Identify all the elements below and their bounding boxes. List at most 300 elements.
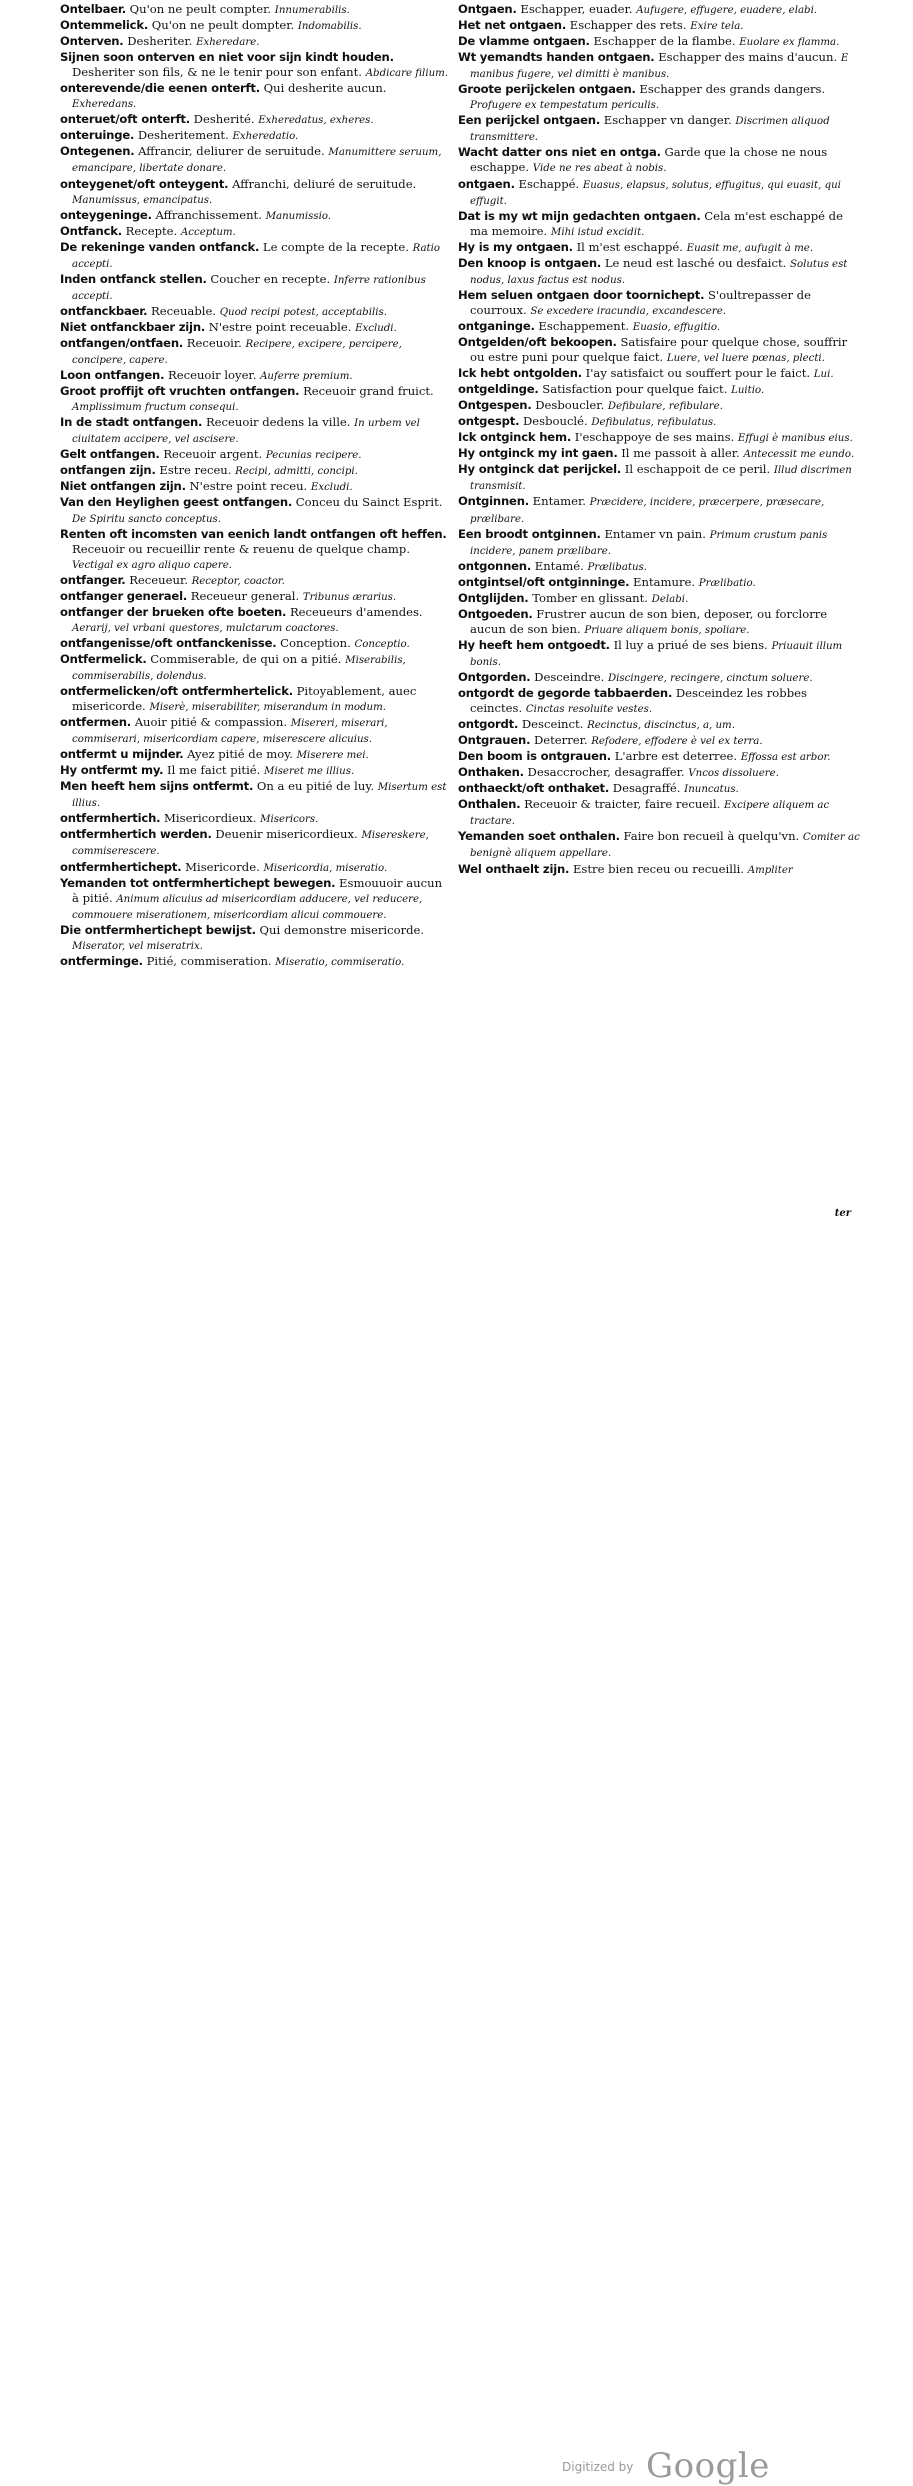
entry-latin: Conceptio.	[354, 638, 410, 650]
dictionary-entry	[458, 446, 860, 462]
dictionary-entry	[60, 144, 452, 176]
entry-headword: Yemanden soet onthalen.	[458, 829, 620, 844]
entry-french: Desbouclé.	[522, 414, 588, 429]
entry-headword: Ontegenen.	[60, 144, 135, 159]
entry-headword: ontfangen/ontfaen.	[60, 335, 184, 350]
entry-latin: Exheredare.	[196, 37, 260, 49]
entry-latin: Miserator, vel miseratrix.	[72, 940, 203, 952]
dictionary-entry	[60, 636, 452, 652]
dictionary-entry	[458, 430, 860, 446]
entry-french: Esmouuoir aucun à pitié.	[72, 875, 443, 905]
entry-headword: ontfanckbaer.	[60, 303, 148, 318]
entry-headword: Ontfanck.	[60, 223, 122, 238]
entry-french: Receuoir grand fruict.	[303, 384, 434, 399]
dictionary-entry	[458, 382, 860, 398]
dictionary-entry	[60, 715, 452, 747]
dictionary-entry	[458, 82, 860, 113]
entry-french: Receuoir ou recueillir rente & reuenu de quelque champ.	[72, 541, 411, 556]
entry-latin: Prælibatio.	[698, 577, 756, 589]
entry-headword: Hem seluen ontgaen door toornichept.	[458, 287, 705, 302]
entry-french: Affranchissement.	[155, 207, 262, 222]
dictionary-entry	[60, 112, 452, 128]
entry-latin: Defibulatus, refibulatus.	[591, 417, 717, 429]
right-column	[458, 2, 860, 878]
entry-headword: Van den Heylighen geest ontfangen.	[60, 495, 293, 510]
dictionary-entry	[60, 527, 452, 573]
entry-headword: Gelt ontfangen.	[60, 447, 160, 462]
dictionary-entry	[60, 763, 452, 779]
entry-latin: Effossa est arbor.	[740, 752, 831, 764]
entry-latin: Præcidere, incidere, præcerpere, præsecare, prælibare.	[470, 497, 825, 525]
google-logo: Google	[646, 2446, 770, 2486]
entry-latin: Se excedere iracundia, excandescere.	[530, 305, 726, 317]
entry-headword: Ick ontginck hem.	[458, 430, 572, 445]
entry-french: S'oultrepasser de courroux.	[470, 287, 811, 317]
entry-french: Ayez pitié de moy.	[187, 747, 293, 762]
entry-french: Commiserable, de qui on a pitié.	[150, 651, 342, 666]
dictionary-entry	[458, 575, 860, 591]
entry-french: On a eu pitié de luy.	[256, 779, 375, 794]
entry-french: Receuoir argent.	[163, 447, 263, 462]
entry-headword: Hy ontginck my int gaen.	[458, 446, 618, 461]
entry-headword: onterevende/die eenen onterft.	[60, 81, 260, 96]
entry-latin: Amplissimum fructum consequi.	[72, 402, 239, 414]
dictionary-entry	[458, 591, 860, 607]
entry-headword: Ontgorden.	[458, 669, 531, 684]
entry-french: Qu'on ne peult compter.	[129, 2, 272, 16]
dictionary-entry	[60, 34, 452, 50]
entry-french: Le neud est lasché ou desfaict.	[604, 255, 787, 270]
entry-headword: Ontfermelick.	[60, 651, 147, 666]
entry-french: Satisfaire pour quelque chose, souffrir ou estre puni pour quelque faict.	[470, 334, 848, 365]
entry-latin: Profugere ex tempestatum periculis.	[470, 100, 660, 112]
entry-french: Desagraffé.	[612, 781, 681, 796]
dictionary-entry	[60, 81, 452, 112]
entry-french: Eschapper, euader.	[520, 2, 633, 16]
entry-headword: Ontemmelick.	[60, 18, 149, 33]
dictionary-entry	[458, 797, 860, 829]
entry-french: Eschapper vn danger.	[603, 113, 732, 128]
entry-french: Coucher en recepte.	[210, 271, 331, 286]
digitized-by-label: Digitized by	[562, 2460, 634, 2474]
entry-latin: Misereskere, commiserescere.	[72, 830, 429, 858]
dictionary-entry	[60, 573, 452, 589]
entry-latin: Discrimen aliquod transmittere.	[470, 116, 830, 144]
entry-headword: ontferminge.	[60, 953, 143, 968]
dictionary-entry	[60, 304, 452, 320]
entry-headword: Inden ontfanck stellen.	[60, 271, 207, 286]
catchword: ter	[834, 1208, 851, 1219]
dictionary-entry	[60, 811, 452, 827]
entry-latin: Miserabilis, commiserabilis, dolendus.	[72, 654, 406, 682]
entry-latin: Tribunus ærarius.	[302, 591, 397, 603]
entry-latin: Inuncatus.	[684, 784, 739, 796]
entry-headword: Hy is my ontgaen.	[458, 239, 573, 254]
entry-headword: Ontgespen.	[458, 398, 532, 413]
entry-headword: Wt yemandts handen ontgaen.	[458, 50, 655, 65]
entry-headword: Wacht datter ons niet en ontga.	[458, 145, 661, 160]
entry-latin: Manumissio.	[265, 210, 332, 222]
dictionary-entry	[60, 589, 452, 605]
entry-headword: Onthalen.	[458, 797, 521, 812]
entry-french: Deterrer.	[533, 733, 588, 748]
entry-headword: onteruet/oft onterft.	[60, 112, 190, 127]
dictionary-entry	[458, 256, 860, 288]
dictionary-entry	[458, 18, 860, 34]
dictionary-entry	[458, 765, 860, 781]
entry-headword: ontfermhertich werden.	[60, 827, 212, 842]
dictionary-entry	[458, 2, 860, 18]
dictionary-entry	[60, 495, 452, 526]
entry-headword: ontfanger.	[60, 572, 126, 587]
dictionary-entry	[458, 607, 860, 638]
entry-french: Entamer.	[532, 494, 586, 509]
dictionary-entry	[60, 50, 452, 81]
dictionary-entry	[458, 527, 860, 559]
entry-french: Faire bon recueil à quelqu'vn.	[623, 829, 800, 844]
entry-headword: ontfermelicken/oft ontfermhertelick.	[60, 684, 293, 699]
entry-headword: ontfermen.	[60, 715, 131, 730]
entry-french: Receuoir loyer.	[168, 368, 257, 383]
entry-headword: Dat is my wt mijn gedachten ontgaen.	[458, 208, 701, 223]
dictionary-entry	[60, 384, 452, 415]
entry-latin: Exheredans.	[72, 99, 137, 111]
dictionary-entry	[60, 2, 452, 18]
dictionary-entry	[458, 50, 860, 82]
entry-headword: Hy heeft hem ontgoedt.	[458, 637, 610, 652]
entry-french: Eschapper de la flambe.	[593, 34, 736, 49]
entry-headword: Niet ontfanckbaer zijn.	[60, 319, 206, 334]
dictionary-entry	[458, 414, 860, 430]
entry-latin: Prælibatus.	[587, 561, 648, 573]
entry-latin: Lui.	[813, 369, 834, 381]
entry-latin: Misericors.	[260, 814, 319, 826]
dictionary-entry	[458, 113, 860, 145]
entry-latin: Comiter ac benignè aliquem appellare.	[470, 832, 860, 860]
entry-latin: Excludi.	[355, 322, 397, 334]
entry-latin: Defibulare, refibulare.	[607, 401, 723, 413]
entry-headword: onthaeckt/oft onthaket.	[458, 781, 610, 796]
entry-french: Il m'est eschappé.	[576, 239, 683, 254]
dictionary-entry	[60, 479, 452, 495]
entry-headword: Wel onthaelt zijn.	[458, 861, 570, 876]
entry-headword: ontgonnen.	[458, 558, 532, 573]
entry-latin: Priuauit illum bonis.	[470, 640, 843, 668]
dictionary-entry	[60, 652, 452, 684]
entry-latin: Euasus, elapsus, solutus, effugitus, qui euasit, qui effugit.	[470, 179, 841, 207]
dictionary-entry	[458, 398, 860, 414]
entry-headword: ontgespt.	[458, 414, 520, 429]
entry-french: Eschapper des rets.	[569, 18, 687, 33]
dictionary-entry	[458, 559, 860, 575]
entry-french: Le compte de la recepte.	[262, 239, 409, 254]
entry-headword: ontfermt u mijnder.	[60, 747, 184, 762]
entry-latin: Innumerabilis.	[274, 5, 350, 16]
entry-latin: Luitio.	[731, 385, 765, 397]
entry-latin: Excludi.	[310, 482, 353, 494]
entry-french: Recepte.	[125, 223, 178, 238]
entry-latin: Recipere, excipere, percipere, concipere, capere.	[72, 338, 402, 367]
entry-french: Il me faict pitié.	[167, 763, 261, 778]
entry-french: Desaccrocher, desagraffer.	[527, 765, 685, 780]
dictionary-entry	[60, 605, 452, 636]
entry-latin: Manumittere seruum, emancipare, libertate donare.	[72, 147, 442, 175]
entry-latin: Manumissus, emancipatus.	[72, 194, 213, 206]
entry-latin: Miserere mei.	[296, 750, 369, 762]
entry-french: Deuenir misericordieux.	[215, 827, 358, 842]
entry-latin: Ampliter	[747, 864, 793, 876]
dictionary-entry	[458, 240, 860, 256]
entry-latin: Exire tela.	[690, 21, 744, 33]
entry-latin: Ratio accepti.	[72, 242, 441, 270]
entry-latin: Illud discrimen transmisit.	[470, 465, 852, 493]
entry-headword: Den knoop is ontgaen.	[458, 255, 602, 270]
entry-french: Tomber en glissant.	[532, 590, 648, 605]
entry-headword: Ontglijden.	[458, 590, 529, 605]
entry-french: Satisfaction pour quelque faict.	[542, 382, 728, 397]
entry-headword: ontfangen zijn.	[60, 463, 156, 478]
dictionary-entry	[458, 366, 860, 382]
dictionary-entry	[60, 463, 452, 479]
entry-latin: Abdicare filium.	[365, 68, 449, 80]
entry-headword: Men heeft hem sijns ontfermt.	[60, 779, 254, 794]
entry-latin: In urbem vel ciuitatem accipere, vel ascisere.	[72, 418, 420, 446]
dictionary-entry	[458, 862, 860, 878]
dictionary-entry	[60, 923, 452, 954]
entry-latin: Quod recipi potest, acceptabilis.	[219, 306, 387, 318]
entry-french: Receueur general.	[190, 588, 300, 603]
entry-french: Cela m'est eschappé de ma memoire.	[470, 208, 843, 238]
entry-latin: De Spiritu sancto conceptus.	[72, 513, 222, 525]
entry-latin: Antecessit me eundo.	[743, 449, 855, 461]
entry-latin: Euasio, effugitio.	[632, 321, 721, 333]
entry-headword: ontgintsel/oft ontginninge.	[458, 574, 630, 589]
entry-french: I'ay satisfaict ou souffert pour le faict.	[585, 366, 811, 381]
entry-french: Desheriter son fils, & ne le tenir pour son enfant.	[72, 65, 362, 80]
entry-headword: onteygeninge.	[60, 207, 152, 222]
entry-latin: Receptor, coactor.	[191, 575, 285, 587]
entry-headword: ontgordt.	[458, 717, 519, 732]
dictionary-entry	[458, 829, 860, 861]
entry-french: Il eschappoit de ce peril.	[624, 462, 771, 477]
dictionary-entry	[60, 368, 452, 384]
entry-headword: Ontgaen.	[458, 2, 517, 16]
entry-headword: Groot proffijt oft vruchten ontfangen.	[60, 384, 300, 399]
dictionary-entry	[60, 860, 452, 876]
entry-headword: Een broodt ontginnen.	[458, 526, 601, 541]
entry-latin: Solutus est nodus, laxus factus est nodus.	[470, 258, 848, 286]
dictionary-entry	[458, 670, 860, 686]
entry-headword: ontfermhertichept.	[60, 859, 182, 874]
entry-latin: Refodere, effodere è vel ex terra.	[591, 736, 763, 748]
entry-headword: Groote perijckelen ontgaen.	[458, 82, 636, 97]
entry-french: Desceindez les robbes ceinctes.	[470, 686, 807, 716]
dictionary-entry	[458, 717, 860, 733]
entry-latin: Cinctas resoluite vestes.	[525, 704, 653, 716]
entry-french: Frustrer aucun de son bien, deposer, ou forclorre aucun de son bien.	[470, 606, 828, 636]
entry-latin: Inferre rationibus accepti.	[72, 274, 426, 302]
entry-french: Receuoir & traicter, faire recueil.	[524, 797, 721, 812]
dictionary-entry	[60, 747, 452, 763]
entry-headword: De vlamme ontgaen.	[458, 34, 590, 49]
entry-headword: ontfermhertich.	[60, 811, 161, 826]
entry-french: Desheritement.	[137, 128, 229, 143]
dictionary-entry	[458, 145, 860, 176]
entry-french: Pitié, commiseration.	[146, 953, 272, 968]
entry-latin: Euolare ex flamma.	[739, 37, 840, 49]
entry-french: L'arbre est deterree.	[614, 749, 738, 764]
dictionary-entry	[60, 320, 452, 336]
dictionary-entry	[60, 272, 452, 304]
entry-latin: Vectigal ex agro aliquo capere.	[72, 559, 232, 571]
dictionary-entry	[60, 684, 452, 715]
entry-french: Auoir pitié & compassion.	[134, 715, 288, 730]
entry-headword: Ontginnen.	[458, 494, 529, 509]
entry-french: N'estre point receuable.	[208, 319, 352, 334]
entry-french: Receuable.	[151, 303, 217, 318]
entry-headword: Yemanden tot ontfermhertichept bewegen.	[60, 875, 336, 890]
entry-french: Qui desherite aucun.	[263, 81, 387, 96]
entry-french: Pitoyablement, auec misericorde.	[72, 684, 417, 714]
entry-latin: Mihi istud excidit.	[550, 226, 645, 238]
dictionary-entry	[60, 876, 452, 923]
entry-french: Misericordieux.	[164, 811, 257, 826]
entry-french: Eschappement.	[538, 318, 630, 333]
entry-latin: Misereri, miserari, commiserari, misericordiam capere, miserescere alicuius.	[72, 718, 388, 746]
entry-headword: Renten oft incomsten van eenich landt ontfangen oft heffen.	[60, 526, 447, 541]
entry-latin: Luere, vel luere pœnas, plecti.	[666, 353, 825, 365]
entry-latin: Misericordia, miseratio.	[263, 862, 388, 874]
entry-headword: Niet ontfangen zijn.	[60, 479, 186, 494]
entry-latin: Miserè, miserabiliter, miserandum in modum.	[149, 702, 387, 714]
entry-french: Receuoir.	[186, 335, 242, 350]
entry-headword: ontfangenisse/oft ontfanckenisse.	[60, 635, 277, 650]
entry-latin: Pecunias recipere.	[265, 450, 362, 462]
entry-headword: Ontgrauen.	[458, 733, 531, 748]
entry-latin: Euasit me, aufugit à me.	[686, 242, 814, 254]
entry-latin: Miseret me illius.	[264, 766, 355, 778]
entry-latin: Vncos dissoluere.	[688, 768, 779, 780]
entry-french: Il luy a priué de ses biens.	[613, 637, 768, 652]
entry-latin: Misertum est illius.	[72, 782, 447, 810]
dictionary-entry	[60, 779, 452, 811]
dictionary-entry	[60, 128, 452, 144]
dictionary-entry	[60, 827, 452, 859]
entry-headword: De rekeninge vanden ontfanck.	[60, 239, 260, 254]
dictionary-entry	[60, 240, 452, 272]
dictionary-entry	[458, 749, 860, 765]
entry-headword: Hy ontfermt my.	[60, 763, 164, 778]
dictionary-entry	[458, 638, 860, 670]
entry-french: Desceindre.	[534, 669, 605, 684]
entry-latin: Auferre premium.	[260, 371, 353, 383]
entry-headword: Onterven.	[60, 34, 124, 49]
entry-headword: Ick hebt ontgolden.	[458, 366, 582, 381]
dictionary-entry	[60, 224, 452, 240]
dictionary-entry	[60, 177, 452, 208]
entry-french: Eschapper des grands dangers.	[639, 82, 826, 97]
entry-french: Affranchi, deliuré de seruitude.	[232, 176, 417, 191]
entry-headword: Sijnen soon onterven en niet voor sijn kindt houden.	[60, 50, 394, 65]
entry-headword: ontgaen.	[458, 176, 515, 191]
entry-french: Garde que la chose ne nous eschappe.	[470, 145, 828, 175]
entry-french: I'eschappoye de ses mains.	[574, 430, 735, 445]
entry-latin: Excipere aliquem ac tractare.	[470, 800, 830, 828]
entry-headword: ontgeldinge.	[458, 382, 539, 397]
entry-headword: Ontelbaer.	[60, 2, 126, 16]
entry-french: Desboucler.	[535, 398, 605, 413]
entry-french: Desheriter.	[127, 34, 193, 49]
entry-latin: Animum alicuius ad misericordiam adducere, vel reducere, commouere miserationem, misericordiam alicui commouere.	[72, 893, 423, 921]
entry-latin: Discingere, recingere, cinctum soluere.	[608, 672, 813, 684]
entry-french: Conception.	[280, 635, 351, 650]
dictionary-entry	[458, 34, 860, 50]
entry-french: N'estre point receu.	[189, 479, 308, 494]
dictionary-entry	[60, 336, 452, 368]
entry-french: Eschappé.	[518, 176, 580, 191]
entry-headword: Onthaken.	[458, 765, 524, 780]
dictionary-entry	[60, 415, 452, 447]
entry-headword: Ontgelden/oft bekoopen.	[458, 334, 617, 349]
dictionary-entry	[458, 319, 860, 335]
dictionary-page	[60, 0, 860, 1222]
entry-french: Conceu du Sainct Esprit.	[295, 495, 443, 510]
entry-headword: ontfanger generael.	[60, 588, 188, 603]
entry-latin: Recinctus, discinctus, a, um.	[587, 720, 735, 732]
entry-headword: Het net ontgaen.	[458, 18, 567, 33]
entry-latin: Acceptum.	[180, 226, 236, 238]
dictionary-entry	[458, 335, 860, 366]
dictionary-entry	[458, 177, 860, 209]
entry-headword: In de stadt ontfangen.	[60, 415, 203, 430]
entry-latin: Recipi, admitti, concipi.	[235, 466, 358, 478]
left-column	[60, 2, 452, 970]
entry-french: Estre bien receu ou recueilli.	[572, 861, 745, 876]
dictionary-entry	[60, 954, 452, 970]
dictionary-entry	[458, 781, 860, 797]
entry-french: Estre receu.	[159, 463, 232, 478]
dictionary-entry	[458, 462, 860, 494]
entry-latin: E manibus fugere, vel dimitti è manibus.	[470, 53, 849, 81]
entry-latin: Aufugere, effugere, euadere, elabi.	[636, 5, 818, 16]
entry-french: Entamé.	[534, 558, 584, 573]
footer	[0, 1224, 913, 2486]
entry-latin: Effugi è manibus eius.	[737, 433, 853, 445]
entry-headword: ontgordt de gegorde tabbaerden.	[458, 686, 673, 701]
dictionary-entry	[458, 733, 860, 749]
entry-headword: onteygenet/oft onteygent.	[60, 176, 229, 191]
entry-french: Eschapper des mains d'aucun.	[658, 50, 838, 65]
entry-french: Qu'on ne peult dompter.	[151, 18, 295, 33]
entry-french: Entamer vn pain.	[604, 526, 706, 541]
entry-french: Qui demonstre misericorde.	[259, 922, 425, 937]
dictionary-entry	[458, 209, 860, 240]
entry-french: Affrancir, deliurer de seruitude.	[138, 144, 325, 159]
dictionary-entry	[458, 288, 860, 319]
dictionary-entry	[458, 494, 860, 526]
entry-headword: ontganinge.	[458, 318, 535, 333]
entry-latin: Vide ne res abeat à nobis.	[532, 163, 667, 175]
dictionary-entry	[60, 208, 452, 224]
entry-french: Desherité.	[193, 112, 255, 127]
entry-headword: Hy ontginck dat perijckel.	[458, 462, 622, 477]
entry-french: Receuoir dedens la ville.	[205, 415, 351, 430]
dictionary-entry	[60, 18, 452, 34]
entry-french: Receueur.	[129, 572, 188, 587]
dictionary-entry	[458, 686, 860, 717]
entry-headword: onteruinge.	[60, 128, 135, 143]
entry-headword: ontfanger der brueken ofte boeten.	[60, 604, 287, 619]
